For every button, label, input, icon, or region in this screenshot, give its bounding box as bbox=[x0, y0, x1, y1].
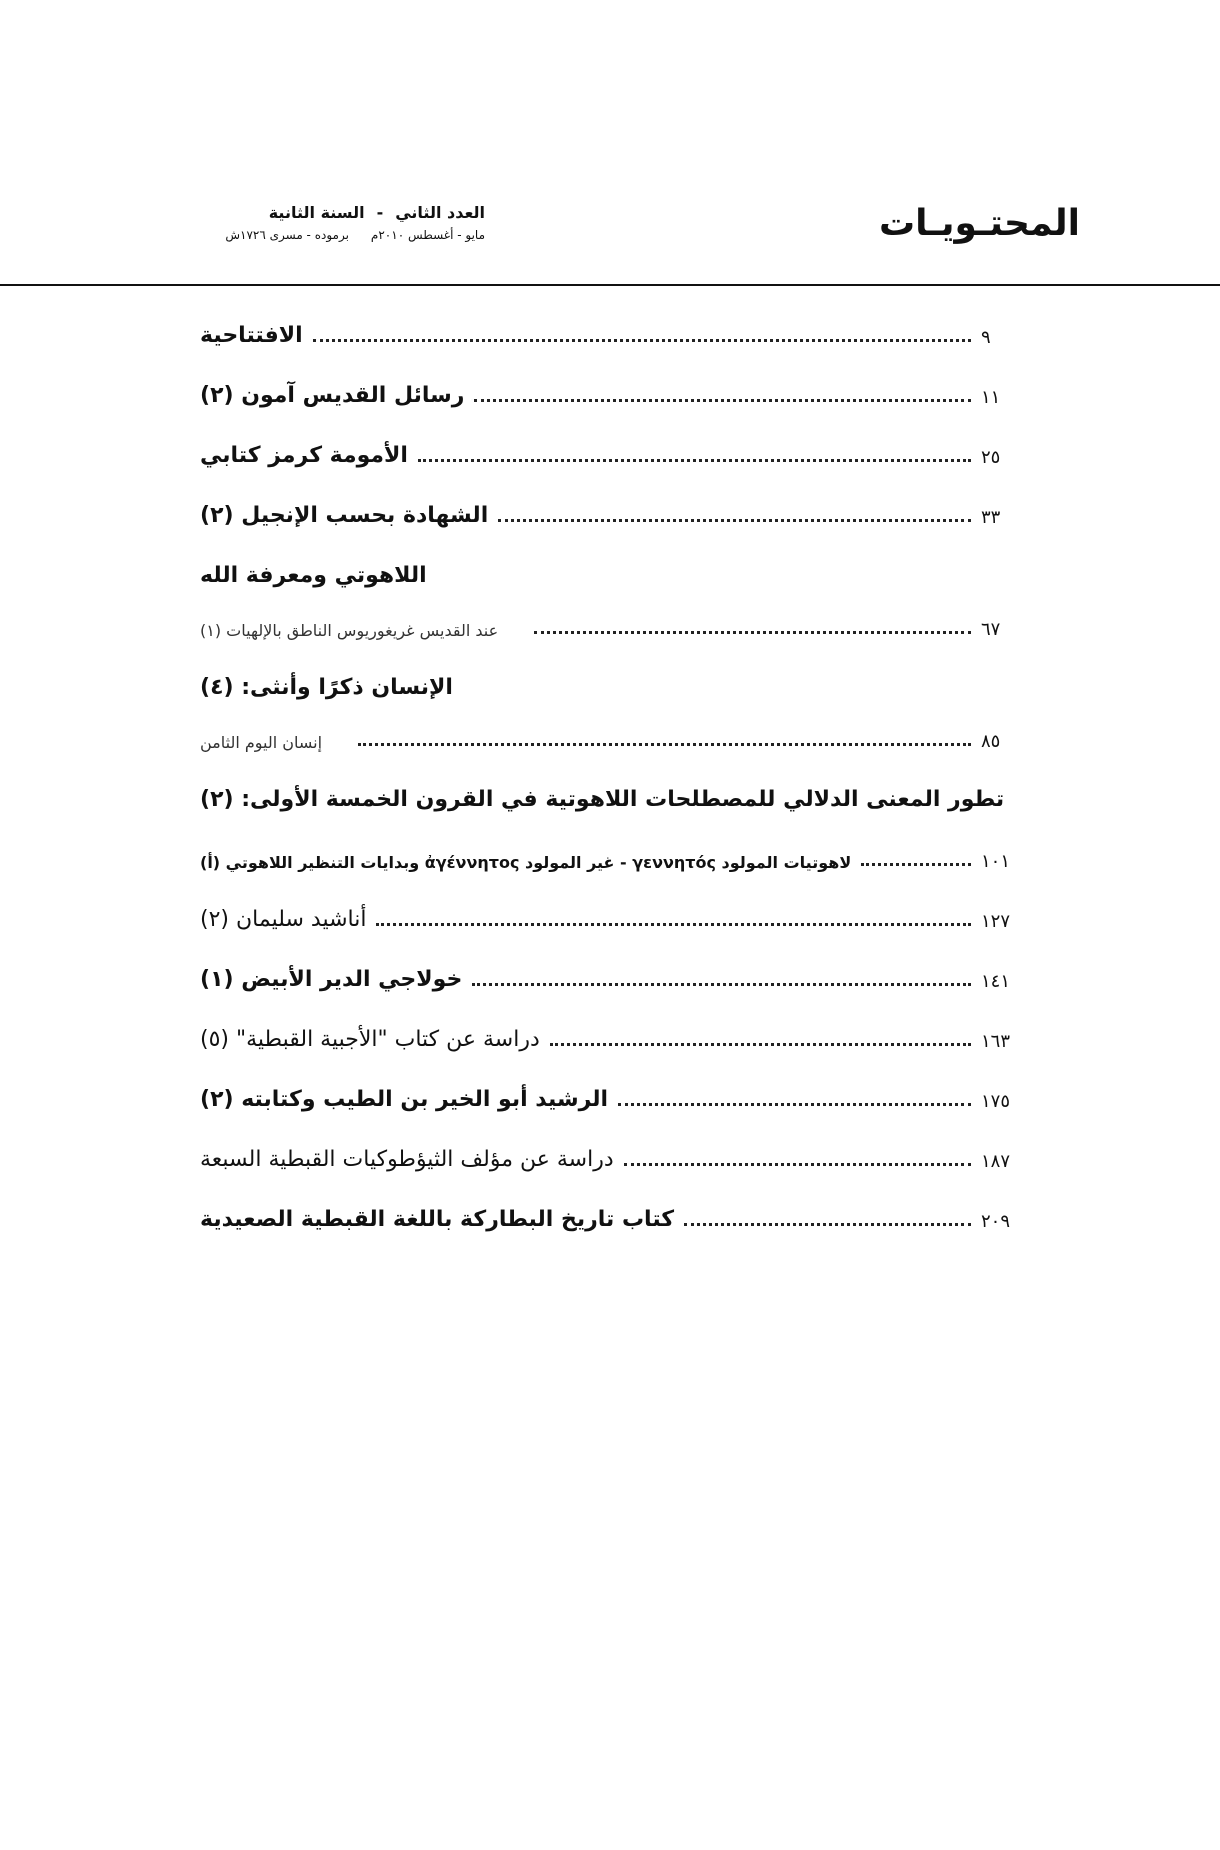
entry-page-number: ٣٣ bbox=[981, 507, 1001, 528]
entry-page-number: ١١ bbox=[981, 387, 1001, 408]
dot-leader bbox=[498, 518, 971, 522]
table-of-contents bbox=[200, 300, 1025, 1244]
entry-page-number: ١٤١ bbox=[981, 971, 1011, 992]
entry-page-number: ١٨٧ bbox=[981, 1151, 1011, 1172]
entry-title: أناشيد سليمان (٢) bbox=[200, 907, 367, 932]
toc-entry[interactable] bbox=[200, 300, 1025, 360]
dot-leader bbox=[618, 1102, 971, 1106]
toc-entry[interactable] bbox=[200, 712, 1025, 764]
dot-leader bbox=[376, 922, 971, 926]
entry-page-number: ٩ bbox=[981, 327, 991, 348]
toc-section-heading bbox=[200, 764, 1025, 824]
toc-entry[interactable] bbox=[200, 1184, 1025, 1244]
entry-title: الأمومة كرمز كتابي bbox=[200, 443, 408, 468]
toc-entry[interactable] bbox=[200, 944, 1025, 1004]
dot-leader bbox=[624, 1162, 971, 1166]
issue-info bbox=[200, 203, 485, 242]
entry-title: الإنسان ذكرًا وأنثى: (٤) bbox=[200, 675, 453, 700]
page-header bbox=[0, 0, 1220, 290]
toc-section-heading bbox=[200, 652, 1025, 712]
date-gregorian: مايو - أغسطس ٢٠١٠م bbox=[370, 228, 485, 242]
entry-page-number: ١٧٥ bbox=[981, 1091, 1011, 1112]
issue-number: العدد الثاني bbox=[395, 203, 485, 222]
entry-page-number: ٨٥ bbox=[981, 731, 1001, 752]
dot-leader bbox=[534, 630, 971, 634]
dot-leader bbox=[684, 1222, 971, 1226]
entry-title: دراسة عن مؤلف الثيؤطوكيات القبطية السبعة bbox=[200, 1147, 614, 1172]
entry-subtitle: عند القديس غريغوريوس الناطق بالإلهيات (١) bbox=[200, 621, 499, 640]
dot-leader bbox=[358, 742, 971, 746]
issue-separator: - bbox=[376, 203, 384, 222]
entry-title: رسائل القديس آمون (٢) bbox=[200, 383, 465, 408]
entry-title: لاهوتيات المولود γεννητός - غير المولود ἀγέννητος وبدايات التنظير اللاهوتي (أ) bbox=[200, 853, 852, 872]
entry-title: الرشيد أبو الخير بن الطيب وكتابته (٢) bbox=[200, 1087, 609, 1112]
dot-leader bbox=[472, 982, 971, 986]
entry-title: كتاب تاريخ البطاركة باللغة القبطية الصعيدية bbox=[200, 1207, 675, 1232]
contents-title: المحتـويـات bbox=[878, 203, 1080, 244]
dot-leader bbox=[474, 398, 971, 402]
toc-entry[interactable] bbox=[200, 1064, 1025, 1124]
entry-title: الافتتاحية bbox=[200, 323, 303, 348]
entry-page-number: ٢٠٩ bbox=[981, 1211, 1011, 1232]
toc-entry[interactable] bbox=[200, 1004, 1025, 1064]
entry-page-number: ١٠١ bbox=[981, 851, 1011, 872]
entry-page-number: ١٦٣ bbox=[981, 1031, 1011, 1052]
toc-entry[interactable] bbox=[200, 420, 1025, 480]
date-line bbox=[200, 228, 485, 242]
toc-section-heading bbox=[200, 540, 1025, 600]
dot-leader bbox=[313, 338, 971, 342]
toc-entry[interactable] bbox=[200, 824, 1025, 884]
entry-title: اللاهوتي ومعرفة الله bbox=[200, 563, 427, 588]
dot-leader bbox=[418, 458, 971, 462]
dot-leader bbox=[550, 1042, 971, 1046]
toc-entry[interactable] bbox=[200, 360, 1025, 420]
toc-entry[interactable] bbox=[200, 600, 1025, 652]
toc-entry[interactable] bbox=[200, 884, 1025, 944]
dot-leader bbox=[861, 862, 971, 866]
issue-line bbox=[200, 203, 485, 222]
entry-title: تطور المعنى الدلالي للمصطلحات اللاهوتية في القرون الخمسة الأولى: (٢) bbox=[200, 787, 1005, 812]
toc-entry[interactable] bbox=[200, 480, 1025, 540]
entry-page-number: ٢٥ bbox=[981, 447, 1001, 468]
entry-subtitle: إنسان اليوم الثامن bbox=[200, 733, 323, 752]
issue-year: السنة الثانية bbox=[268, 203, 365, 222]
entry-page-number: ٦٧ bbox=[981, 619, 1001, 640]
toc-entry[interactable] bbox=[200, 1124, 1025, 1184]
date-coptic: برموده - مسرى ١٧٢٦ش bbox=[225, 228, 349, 242]
entry-title: دراسة عن كتاب "الأجبية القبطية" (٥) bbox=[200, 1027, 540, 1052]
entry-page-number: ١٢٧ bbox=[981, 911, 1011, 932]
entry-title: الشهادة بحسب الإنجيل (٢) bbox=[200, 503, 489, 528]
entry-title: خولاجي الدير الأبيض (١) bbox=[200, 967, 463, 992]
header-rule bbox=[0, 284, 1220, 286]
